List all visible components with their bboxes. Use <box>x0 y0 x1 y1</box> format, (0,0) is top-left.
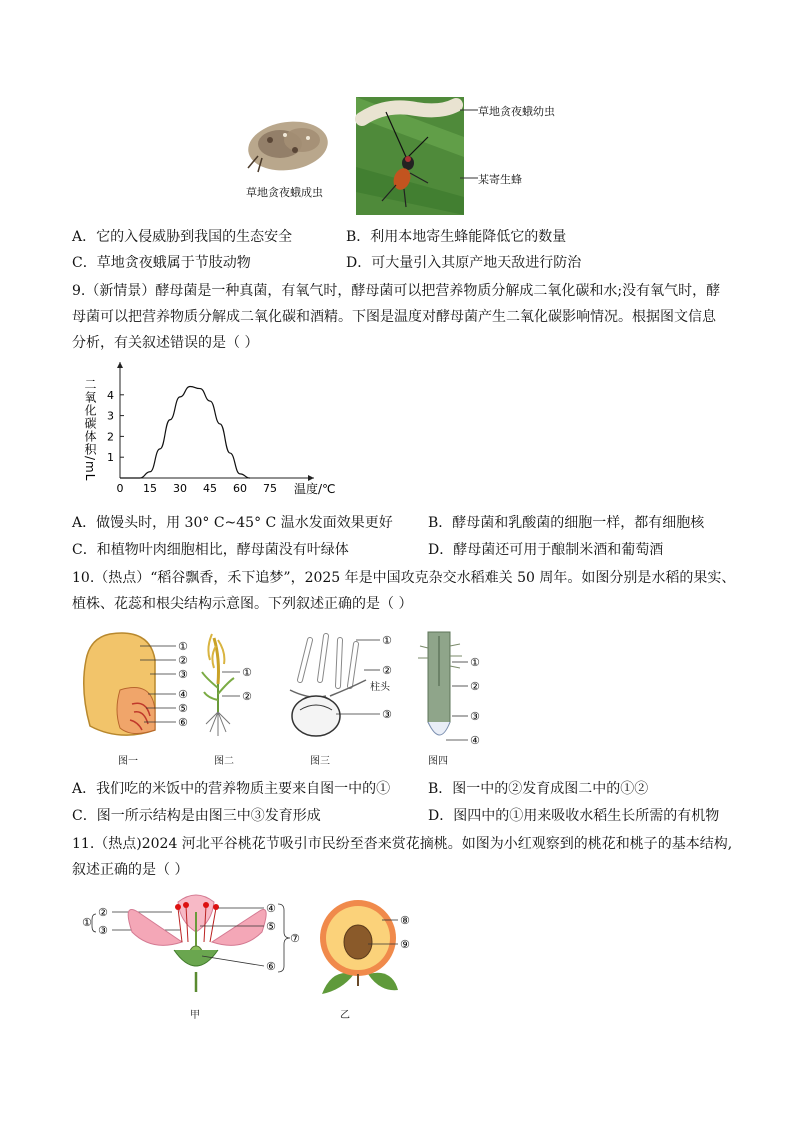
x-tick-label: 15 <box>143 482 157 495</box>
root-tip-figure <box>410 626 494 748</box>
q9-stem-line3: 分析，有关叙述错误的是（ ） <box>72 335 259 351</box>
q11-stem-line1: 11.（热点)2024 河北平谷桃花节吸引市民纷至沓来赏花摘桃。如图为小红观察到的桃花和桃子的基本结构, <box>72 836 733 852</box>
flower-marker-2: ② <box>382 664 392 677</box>
y-tick-label: 3 <box>107 409 114 423</box>
x-axis-label: 温度/℃ <box>294 482 336 496</box>
flower-marker-6: ⑥ <box>266 960 276 973</box>
x-axis-arrow <box>308 475 314 481</box>
x-tick-label: 30 <box>173 482 187 495</box>
flower-marker-7: ⑦ <box>290 932 300 945</box>
q11-stem-line2: 叙述正确的是（ ） <box>72 862 189 878</box>
x-tick-label: 45 <box>203 482 217 495</box>
rice-grain-figure <box>80 630 190 742</box>
q8-option-d: D．可大量引入其原产地天敌进行防治 <box>346 255 582 271</box>
q8-option-a: A．它的入侵威胁到我国的生态安全 <box>72 229 293 245</box>
y-tick-label: 4 <box>107 388 114 402</box>
plant-marker-2: ② <box>242 690 252 703</box>
marker-3: ③ <box>178 668 188 681</box>
wasp-label: 某寄生蜂 <box>478 173 522 186</box>
co2-curve <box>120 386 250 478</box>
q9-option-d: D．酵母菌还可用于酿制米酒和葡萄酒 <box>428 542 664 558</box>
x-tick-label: 0 <box>116 482 124 495</box>
co2-temperature-chart <box>80 362 336 502</box>
larva-wasp-image <box>356 97 464 215</box>
peach-fruit-figure <box>302 898 422 998</box>
q8-option-b: B．利用本地寄生蜂能降低它的数量 <box>346 229 567 245</box>
marker-1: ① <box>178 640 188 653</box>
root-marker-2: ② <box>470 680 480 693</box>
flower-marker-3: ③ <box>382 708 392 721</box>
fig-jia-caption: 甲 <box>190 1010 200 1021</box>
y-axis-label: 二氧化碳体积/mL <box>83 378 97 482</box>
q10-stem-line1: 10.（热点）“稻谷飘香，禾下追梦”，2025 年是中国攻克杂交水稻难关 50 周年。如图分别是水稻的果实、 <box>72 570 736 586</box>
flower-marker-1: ① <box>82 916 92 929</box>
flower-marker-4: ④ <box>266 902 276 915</box>
fig8-leader-lines <box>460 100 480 190</box>
fig3-caption: 图三 <box>310 756 330 767</box>
q10-option-d: D．图四中的①用来吸收水稻生长所需的有机物 <box>428 808 720 824</box>
fig-yi-caption: 乙 <box>340 1010 350 1021</box>
plant-marker-1: ① <box>242 666 252 679</box>
flower-marker-1: ① <box>382 634 392 647</box>
flower-marker-5: ⑤ <box>266 920 276 933</box>
fig1-caption: 图一 <box>118 756 138 767</box>
q10-option-c: C．图一所示结构是由图三中③发育形成 <box>72 808 321 824</box>
root-marker-1: ① <box>470 656 480 669</box>
rice-plant-figure <box>196 628 260 740</box>
flower-marker-3: ③ <box>98 924 108 937</box>
x-tick-label: 75 <box>263 482 277 495</box>
moth-caption: 草地贪夜蛾成虫 <box>246 186 323 199</box>
marker-4: ④ <box>178 688 188 701</box>
fig4-caption: 图四 <box>428 756 448 767</box>
fig2-caption: 图二 <box>214 756 234 767</box>
moth-image <box>240 110 340 180</box>
peach-flower-figure <box>82 892 312 1004</box>
q9-stem-line2: 母菌可以把营养物质分解成二氧化碳和酒精。下图是温度对酵母菌产生二氧化碳影响情况。根据图文信息 <box>72 309 716 325</box>
fruit-marker-9: ⑨ <box>400 938 410 951</box>
x-tick-label: 60 <box>233 482 247 495</box>
fruit-marker-8: ⑧ <box>400 914 410 927</box>
q10-option-a: A．我们吃的米饭中的营养物质主要来自图一中的① <box>72 781 391 797</box>
marker-2: ② <box>178 654 188 667</box>
q10-option-b: B．图一中的②发育成图二中的①② <box>428 781 649 797</box>
q8-option-c: C．草地贪夜蛾属于节肢动物 <box>72 255 251 271</box>
q9-option-c: C．和植物叶肉细胞相比，酵母菌没有叶绿体 <box>72 542 349 558</box>
stigma-label: 柱头 <box>370 682 390 693</box>
root-marker-3: ③ <box>470 710 480 723</box>
marker-6: ⑥ <box>178 716 188 729</box>
flower-marker-2: ② <box>98 906 108 919</box>
q9-stem-line1: 9.（新情景）酵母菌是一种真菌，有氧气时，酵母菌可以把营养物质分解成二氧化碳和水;没有氧气时，酵 <box>72 283 721 299</box>
y-tick-label: 2 <box>107 430 114 444</box>
y-axis-arrow <box>117 362 123 368</box>
root-marker-4: ④ <box>470 734 480 747</box>
q10-stem-line2: 植株、花蕊和根尖结构示意图。下列叙述正确的是（ ） <box>72 596 413 612</box>
marker-5: ⑤ <box>178 702 188 715</box>
q9-option-a: A．做馒头时，用 30° C~45° C 温水发面效果更好 <box>72 515 393 531</box>
y-tick-label: 1 <box>107 451 114 465</box>
larva-label: 草地贪夜蛾幼虫 <box>478 105 555 118</box>
q9-option-b: B．酵母菌和乳酸菌的细胞一样，都有细胞核 <box>428 515 705 531</box>
